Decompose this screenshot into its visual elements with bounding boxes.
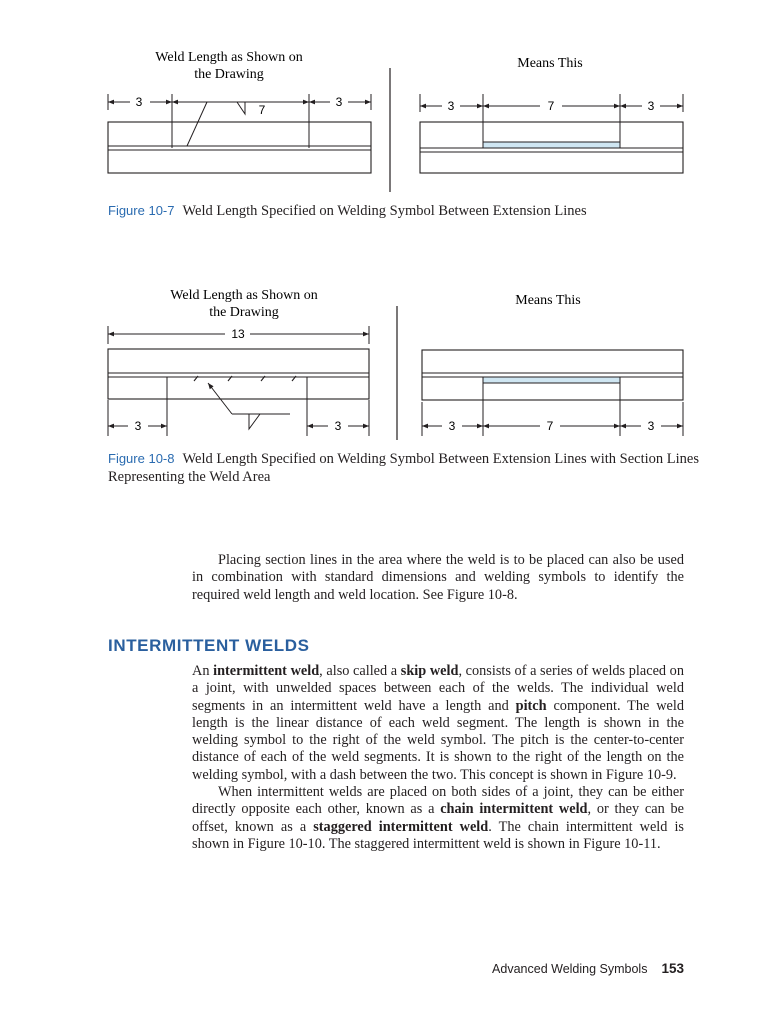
fig7-right-dim-left: 3	[447, 99, 455, 113]
intermittent-welds-body	[192, 663, 684, 853]
fig8-weld-bead	[483, 377, 620, 383]
fig8-dim-overall: 13	[231, 327, 245, 341]
fig8-caption-text: Weld Length Specified on Welding Symbol Between Extension Lines with Section Lines Representing the Weld Area	[108, 451, 699, 485]
fig8-right-plates	[422, 350, 683, 400]
paragraph-intermittent-weld: An intermittent weld, also called a skip weld, consists of a series of welds placed on a joint, with unwelded spaces between each of the welds. The individual weld segments in an intermittent weld have a length and pitch component. The weld length is the linear distance of each weld segment. The length is shown in the welding symbol to the right of the weld symbol. The pitch is the center-to-center distance of each of the weld segments. It is shown to the right of the length on the welding symbol, with a dash between the two. This concept is shown in Figure 10-9.	[192, 663, 684, 783]
fig7-right-title: Means This	[517, 56, 583, 71]
paragraph-section-lines	[192, 552, 684, 604]
fig7-right-dim-right: 3	[647, 99, 655, 113]
fig7-dim-left: 3	[135, 95, 143, 109]
term-intermittent-weld: intermittent weld	[213, 663, 320, 679]
fig7-caption-number: Figure 10-7	[108, 203, 175, 218]
section-heading: INTERMITTENT WELDS	[108, 636, 310, 655]
fig8-left-plates	[108, 349, 369, 399]
fig8-dim-left: 3	[134, 419, 142, 433]
term-skip-weld: skip weld	[400, 663, 459, 679]
fig7-weld-length: 7	[258, 103, 266, 117]
fig8-left-bottom-dimension	[108, 377, 369, 436]
paragraph-section-lines-text: Placing section lines in the area where the weld is to be placed can also be used in combination with standard dimensions and welding symbols to identify the required weld length and weld location. See Figure 10-8.	[192, 552, 684, 603]
fig8-right-dim-mid: 7	[546, 419, 554, 433]
fig8-caption-number: Figure 10-8	[108, 451, 175, 466]
fig7-caption-text: Weld Length Specified on Welding Symbol Between Extension Lines	[182, 203, 587, 219]
fig7-right-dim-mid: 7	[547, 99, 555, 113]
fig7-dim-right: 3	[335, 95, 343, 109]
fig8-left-title-1: Weld Length as Shown on	[170, 288, 318, 303]
paragraph-chain-staggered: When intermittent welds are placed on both sides of a joint, they can be either directly opposite each other, known as a chain intermittent weld, or they can be offset, known as a staggered intermittent weld. The chain intermittent weld is shown in Figure 10-10. The staggered intermittent weld is shown in Figure 10-11.	[192, 784, 684, 852]
fig8-right-dim-left: 3	[448, 419, 456, 433]
fig8-right-dim-right: 3	[647, 419, 655, 433]
footer-section-title: Advanced Welding Symbols	[492, 962, 648, 976]
figure-10-8-caption	[108, 450, 708, 486]
term-staggered-intermittent-weld: staggered intermittent weld	[313, 818, 489, 835]
term-pitch: pitch	[515, 697, 547, 714]
term-chain-intermittent-weld: chain intermittent weld	[440, 801, 588, 818]
fig8-dim-right: 3	[334, 419, 342, 433]
page-number: 153	[661, 961, 684, 976]
fig8-right-title: Means This	[515, 293, 581, 308]
fig8-left-title-2: the Drawing	[209, 305, 279, 320]
page-footer	[492, 961, 684, 976]
fig8-welding-symbol	[208, 383, 290, 429]
fig7-left-title-2: the Drawing	[194, 67, 264, 82]
fig7-left-title-1: Weld Length as Shown on	[155, 50, 303, 65]
